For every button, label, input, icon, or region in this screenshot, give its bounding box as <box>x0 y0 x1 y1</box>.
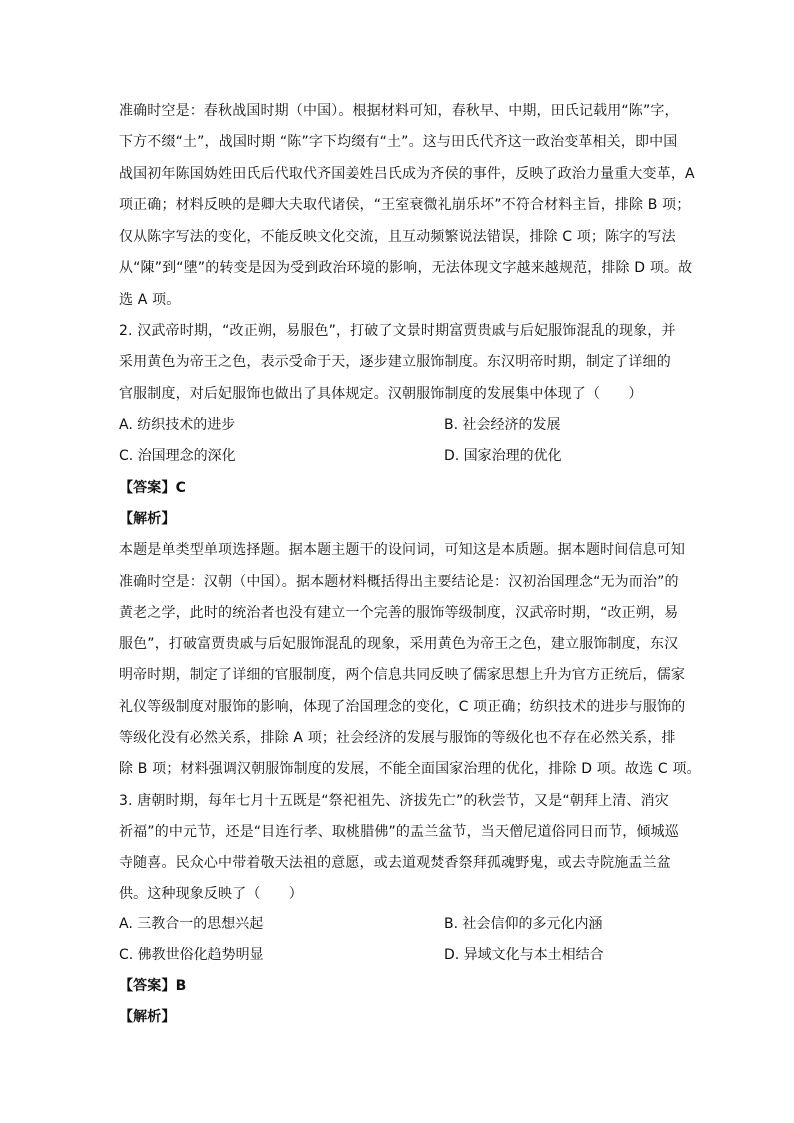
question-2-analysis-label: 【解析】 <box>119 511 176 527</box>
question-2-analysis-line: 黄老之学，此时的统治者也没有建立一个完善的服饰等级制度，汉武帝时期，“改正朔，易 <box>119 605 679 621</box>
question-2-option-d: D. 国家治理的优化 <box>444 448 562 464</box>
paragraph-line: 准确时空是：春秋战国时期（中国）。根据材料可知，春秋早、中期，田氏记载用“陈”字， <box>119 103 679 119</box>
question-2-stem-line: 2. 汉武帝时期，“改正朔，易服色”，打破了文景时期富贾贵戚与后妃服饰混乱的现象，并 <box>119 323 676 339</box>
question-2-option-c: C. 治国理念的深化 <box>119 448 236 464</box>
question-2-stem-line: 官服制度，对后妃服饰也做出了具体规定。汉朝服饰制度的发展集中体现了（ ） <box>119 386 643 402</box>
question-2-analysis-line: 准确时空是：汉朝（中国）。据本题材料概括得出主要结论是：汉初治国理念“无为而治”的 <box>119 574 679 590</box>
question-3-analysis-label: 【解析】 <box>119 1009 176 1025</box>
question-2-analysis-line: 等级化没有必然关系，排除 A 项；社会经济的发展与服饰的等级化也不存在必然关系，排 <box>119 730 676 746</box>
question-2-option-a: A. 纺织技术的进步 <box>119 417 236 433</box>
question-2-analysis-line: 除 B 项；材料强调汉朝服饰制度的发展，不能全面国家治理的优化，排除 D 项。故选 C 项。 <box>119 761 701 777</box>
question-2-answer: 【答案】C <box>119 480 187 496</box>
question-3-option-d: D. 异域文化与本土相结合 <box>444 947 604 963</box>
question-3-answer: 【答案】B <box>119 978 187 994</box>
paragraph-line: 仅从陈字写法的变化，不能反映文化交流，且互动频繁说法错误，排除 C 项；陈字的写法 <box>119 229 676 245</box>
question-2-analysis-line: 明帝时期，制定了详细的官服制度，两个信息共同反映了儒家思想上升为官方正统后，儒家 <box>119 667 685 683</box>
question-3-stem-line: 寺随喜。民众心中带着敬天法祖的意愿，或去道观焚香祭拜孤魂野鬼，或去寺院施盂兰盆 <box>119 855 671 871</box>
question-3-stem-line: 供。这种现象反映了（ ） <box>119 886 303 902</box>
paragraph-line: 战国初年陈国妫姓田氏后代取代齐国姜姓吕氏成为齐侯的事件，反映了政治力量重大变革，A <box>119 166 695 182</box>
question-2-stem-line: 采用黄色为帝王之色，表示受命于天，逐步建立服饰制度。东汉明帝时期，制定了详细的 <box>119 354 671 370</box>
question-2-analysis-line: 本题是单类型单项选择题。据本题主题干的设问词，可知这是本质题。据本题时间信息可知 <box>119 542 685 558</box>
paragraph-line: 从“陳”到“塦”的转变是因为受到政治环境的影响，无法体现文字越来越规范，排除 D 项。故 <box>119 260 693 276</box>
paragraph-line: 下方不缀“土”，战国时期 “陈”字下均缀有“土”。这与田氏代齐这一政治变革相关，即中国 <box>119 134 678 150</box>
question-3-stem-line: 3. 唐朝时期，每年七月十五既是“祭祀祖先、济拔先亡”的秋尝节，又是“朝拜上清、消灾 <box>119 793 669 809</box>
question-2-analysis-line: 服色”，打破富贾贵戚与后妃服饰混乱的现象，采用黄色为帝王之色，建立服饰制度，东汉 <box>119 636 679 652</box>
question-3-option-c: C. 佛教世俗化趋势明显 <box>119 947 264 963</box>
paragraph-line: 项正确；材料反映的是卿大夫取代诸侯，“王室衰微礼崩乐坏”不符合材料主旨，排除 B 项； <box>119 197 691 213</box>
question-3-option-b: B. 社会信仰的多元化内涵 <box>444 916 603 932</box>
question-2-analysis-line: 礼仪等级制度对服饰的影响，体现了治国理念的变化，C 项正确；纺织技术的进步与服饰的 <box>119 699 686 715</box>
question-2-option-b: B. 社会经济的发展 <box>444 417 561 433</box>
paragraph-line: 选 A 项。 <box>119 292 181 308</box>
question-3-option-a: A. 三教合一的思想兴起 <box>119 916 264 932</box>
question-3-stem-line: 祈福”的中元节，还是“目连行孝、取桃腊佛”的盂兰盆节，当天僧尼道俗同日而节，倾城巡 <box>119 824 679 840</box>
